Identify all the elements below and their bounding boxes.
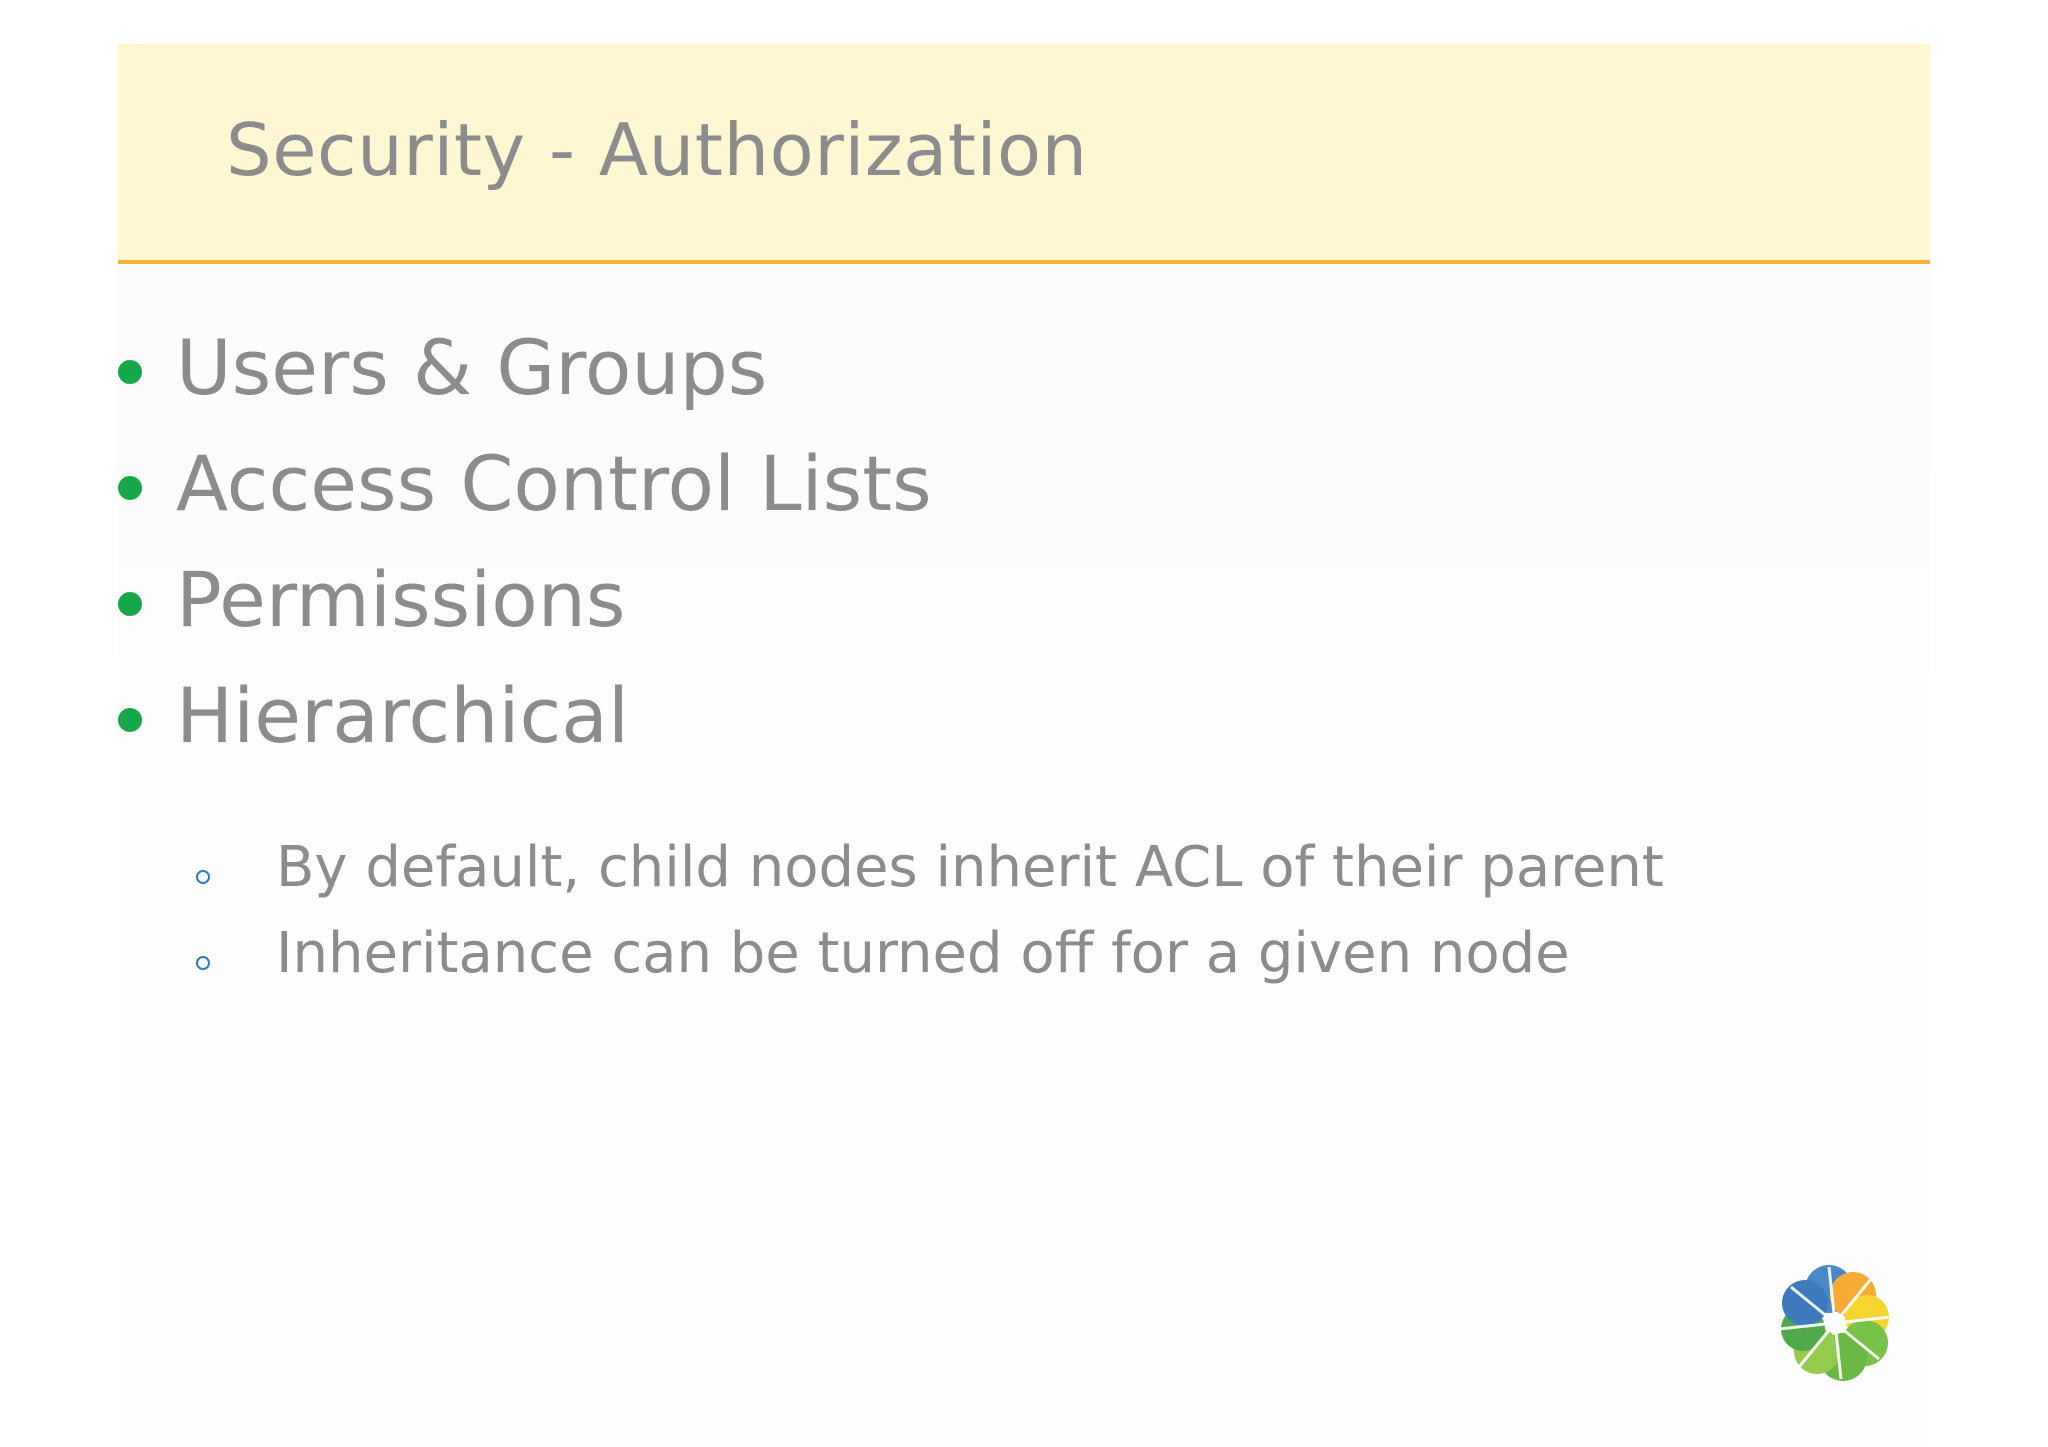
bullet-text: Permissions <box>176 555 626 644</box>
alfresco-flower-logo-icon <box>1770 1258 1900 1388</box>
bullet-text: Access Control Lists <box>176 439 932 528</box>
bullet-dot-icon <box>118 708 142 732</box>
subbullet-text: By default, child nodes inherit ACL of their parent <box>276 835 1664 900</box>
slide-title: Security - Authorization <box>226 108 1088 192</box>
circle-bullet-icon <box>196 870 210 884</box>
logo-petal <box>1782 1280 1828 1326</box>
bullet-text: Users & Groups <box>176 323 768 412</box>
bullet-dot-icon <box>118 360 142 384</box>
bullet-dot-icon <box>118 476 142 500</box>
bullet-dot-icon <box>118 592 142 616</box>
subbullet-text: Inheritance can be turned off for a given node <box>276 921 1570 986</box>
bullet-text: Hierarchical <box>176 671 629 760</box>
circle-bullet-icon <box>196 956 210 970</box>
title-bar <box>118 44 1930 264</box>
